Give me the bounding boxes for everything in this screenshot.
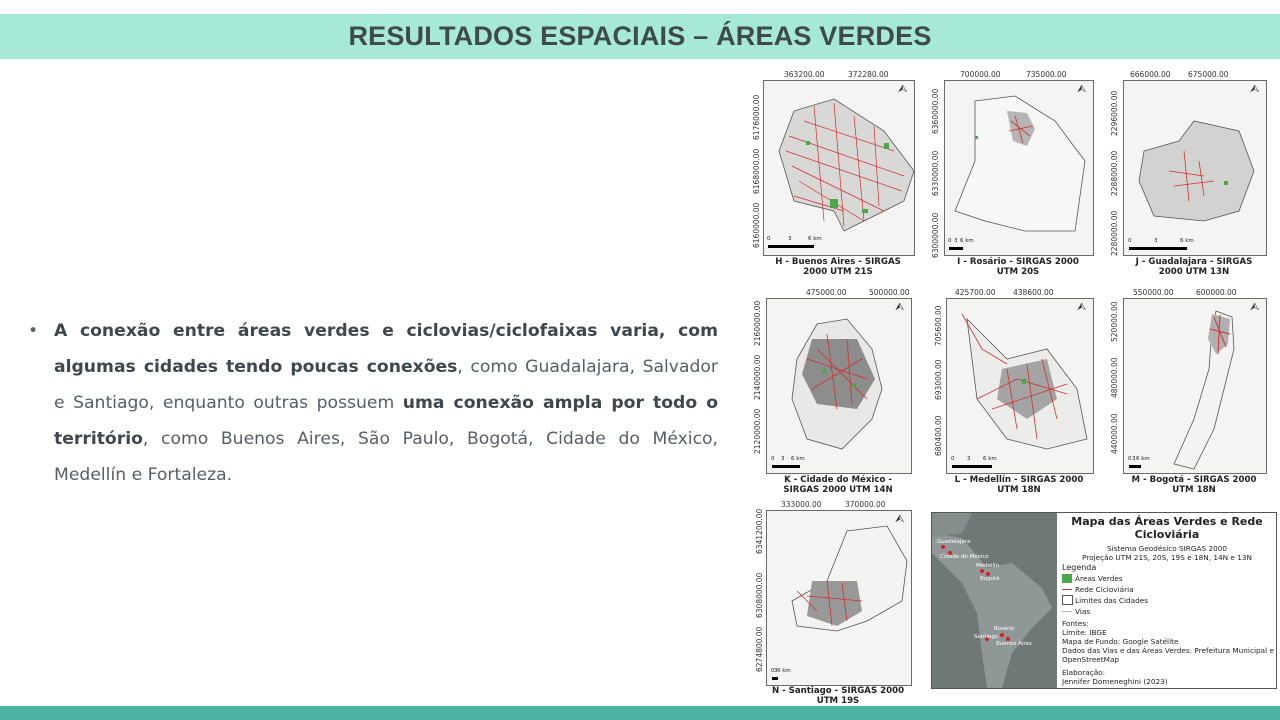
bogota-map bbox=[1124, 299, 1266, 473]
city-label: Guadalajara bbox=[937, 539, 971, 545]
caption-line: J - Guadalajara - SIRGAS bbox=[1135, 257, 1253, 267]
top-coord: 372280.00 bbox=[848, 70, 889, 79]
side-coord: 705600.00 bbox=[934, 305, 943, 346]
north-arrow-icon: ⮙ bbox=[898, 83, 908, 95]
city-label: Santiago bbox=[974, 634, 999, 640]
city-label: Buenos Aires bbox=[996, 641, 1032, 647]
caption-line: L - Medellín - SIRGAS 2000 bbox=[954, 475, 1084, 485]
legend-heading: Legenda bbox=[1062, 563, 1097, 572]
north-arrow-icon: ⮙ bbox=[895, 513, 905, 525]
side-coord: 6274800.00 bbox=[755, 626, 764, 672]
side-coord: 440000.00 bbox=[1110, 413, 1119, 454]
caption-line: N - Santiago - SIRGAS 2000 bbox=[771, 686, 905, 696]
scale-bar bbox=[952, 465, 992, 468]
scale-label: 0 bbox=[771, 668, 775, 674]
author-heading: Elaboração: bbox=[1062, 668, 1106, 677]
map-caption bbox=[763, 257, 913, 277]
bullet-bold-2: uma conexão ampla por todo o território bbox=[54, 393, 718, 449]
scale-label: 0 bbox=[771, 456, 775, 462]
scale-label: 3 bbox=[774, 668, 778, 674]
top-coord: 475000.00 bbox=[806, 288, 847, 297]
legend-item: Rede Cicloviária bbox=[1075, 585, 1134, 594]
scale-label: 0 bbox=[1128, 456, 1132, 462]
scale-bar bbox=[1129, 465, 1141, 468]
city-marker bbox=[1000, 633, 1004, 637]
bottom-bar bbox=[0, 706, 1280, 720]
medellin-map bbox=[947, 299, 1093, 473]
map-panel-guadalajara bbox=[1108, 68, 1268, 280]
map-frame bbox=[946, 298, 1094, 474]
side-coord: 6308000.00 bbox=[755, 572, 764, 618]
city-label: Bogotá bbox=[980, 576, 1000, 582]
legend-box bbox=[931, 512, 1277, 689]
caption-line: UTM 20S bbox=[996, 267, 1040, 277]
scale-label: 6 km bbox=[777, 668, 791, 674]
top-coord: 675000.00 bbox=[1188, 70, 1229, 79]
side-coord: 2288000.00 bbox=[1110, 150, 1119, 196]
source-line: Dados das Vias e das Áreas Verdes: Prefeitura Municipal e bbox=[1062, 646, 1274, 655]
city-marker bbox=[980, 569, 984, 573]
caption-line: 2000 UTM 21S bbox=[803, 267, 873, 277]
top-coord: 333000.00 bbox=[781, 500, 822, 509]
north-arrow-icon: ⮙ bbox=[1077, 301, 1087, 313]
legend-item: Áreas Verdes bbox=[1075, 574, 1123, 583]
side-coord: 2120000.00 bbox=[753, 408, 762, 454]
map-caption bbox=[946, 475, 1092, 495]
map-panel-rosario bbox=[930, 68, 1100, 280]
map-frame bbox=[763, 80, 915, 256]
map-caption bbox=[944, 257, 1092, 277]
bullet-text bbox=[54, 313, 718, 493]
bullet-normal-1: , como Guadalajara, Salvador e Santiago, enquanto outras possuem bbox=[54, 357, 718, 413]
bullet-dot: • bbox=[28, 321, 39, 341]
slide-title: RESULTADOS ESPACIAIS – ÁREAS VERDES bbox=[348, 21, 932, 51]
north-arrow-icon: ⮙ bbox=[1077, 83, 1087, 95]
scale-label: 6 km bbox=[1136, 456, 1150, 462]
map-frame bbox=[766, 510, 912, 686]
map-frame bbox=[766, 298, 912, 474]
scale-label: 3 bbox=[1132, 456, 1136, 462]
caption-line: SIRGAS 2000 UTM 14N bbox=[783, 485, 893, 495]
city-label: Rosário bbox=[994, 626, 1015, 632]
caption-line: 2000 UTM 13N bbox=[1158, 267, 1230, 277]
scale-label: 0 bbox=[951, 456, 955, 462]
cidade-do-mexico-map bbox=[767, 299, 911, 473]
map-caption bbox=[1123, 257, 1265, 277]
map-caption bbox=[766, 686, 910, 706]
scale-label: 3 bbox=[1154, 238, 1158, 244]
scale-label: 6 km bbox=[960, 238, 974, 244]
side-coord: 2296000.00 bbox=[1110, 90, 1119, 136]
south-america-overview-map bbox=[932, 513, 1057, 688]
caption-line: K - Cidade do México - bbox=[784, 475, 892, 485]
buenos-aires-map bbox=[764, 81, 914, 255]
santiago-map bbox=[767, 511, 911, 685]
caption-line: UTM 19S bbox=[816, 696, 860, 706]
legend-title-line: Mapa das Áreas Verdes e Rede bbox=[1071, 515, 1263, 528]
legend-title bbox=[1060, 515, 1274, 541]
legend-text-panel bbox=[1060, 513, 1274, 688]
top-coord: 500000.00 bbox=[869, 288, 910, 297]
author-name: Jennifer Domeneghini (2023) bbox=[1062, 677, 1168, 686]
city-label: Cidade do México bbox=[940, 554, 989, 560]
legend-item: Vias bbox=[1075, 607, 1091, 616]
title-bar bbox=[0, 14, 1280, 59]
north-arrow-icon: ⮙ bbox=[1250, 83, 1260, 95]
side-coord: 6176000.00 bbox=[752, 94, 761, 140]
bullet-normal-2: , como Buenos Aires, São Paulo, Bogotá, Cidade do México, Medellín e Fortaleza. bbox=[54, 429, 718, 485]
scale-label: 6 km bbox=[808, 236, 822, 242]
scale-label: 3 bbox=[954, 238, 958, 244]
side-coord: 480000.00 bbox=[1110, 357, 1119, 398]
side-coord: 6330000.00 bbox=[931, 150, 940, 196]
top-coord: 363200.00 bbox=[784, 70, 825, 79]
scale-label: 0 bbox=[948, 238, 952, 244]
top-coord: 438600.00 bbox=[1013, 288, 1054, 297]
city-boundary-swatch bbox=[1062, 595, 1073, 605]
side-coord: 680400.00 bbox=[934, 415, 943, 456]
side-coord: 693000.00 bbox=[934, 359, 943, 400]
side-coord: 6300000.00 bbox=[931, 212, 940, 258]
scale-bar bbox=[772, 465, 800, 468]
map-caption bbox=[1123, 475, 1265, 495]
caption-line: UTM 18N bbox=[997, 485, 1041, 495]
city-marker bbox=[941, 545, 945, 549]
scale-bar bbox=[768, 245, 814, 248]
legend-title-line: Cicloviária bbox=[1134, 528, 1200, 541]
rosario-map bbox=[945, 81, 1093, 255]
caption-line: M - Bogotá - SIRGAS 2000 bbox=[1131, 475, 1257, 485]
north-arrow-icon: ⮙ bbox=[895, 301, 905, 313]
caption-line: UTM 18N bbox=[1172, 485, 1216, 495]
roads-swatch bbox=[1062, 611, 1072, 612]
top-coord: 666000.00 bbox=[1130, 70, 1171, 79]
guadalajara-map bbox=[1124, 81, 1266, 255]
source-line: Limite: IBGE bbox=[1062, 628, 1107, 637]
scale-label: 3 bbox=[781, 456, 785, 462]
map-frame bbox=[944, 80, 1094, 256]
green-area-swatch bbox=[1062, 574, 1072, 583]
top-coord: 425700.00 bbox=[955, 288, 996, 297]
north-arrow-icon: ⮙ bbox=[1250, 301, 1260, 313]
map-panel-santiago bbox=[751, 500, 916, 706]
source-line: OpenStreetMap bbox=[1062, 655, 1120, 664]
source-line: Mapa de Fundo: Google Satélite bbox=[1062, 637, 1179, 646]
scale-label: 6 km bbox=[791, 456, 805, 462]
top-coord: 370000.00 bbox=[845, 500, 886, 509]
sources-heading: Fontes: bbox=[1062, 619, 1089, 628]
scale-bar bbox=[1129, 247, 1187, 250]
map-caption bbox=[766, 475, 910, 495]
scale-bar bbox=[772, 677, 778, 680]
scale-label: 6 km bbox=[983, 456, 997, 462]
scale-label: 6 km bbox=[1180, 238, 1194, 244]
side-coord: 520000.00 bbox=[1110, 301, 1119, 342]
map-frame bbox=[1123, 298, 1267, 474]
legend-item: Limites das Cidades bbox=[1075, 596, 1149, 605]
map-panel-medellin bbox=[930, 286, 1100, 498]
scale-label: 0 bbox=[767, 236, 771, 242]
bike-network-swatch bbox=[1062, 589, 1072, 590]
side-coord: 2280000.00 bbox=[1110, 210, 1119, 256]
scale-bar bbox=[949, 247, 963, 250]
top-coord: 735000.00 bbox=[1026, 70, 1067, 79]
top-coord: 550000.00 bbox=[1133, 288, 1174, 297]
caption-line: H - Buenos Aires - SIRGAS bbox=[775, 257, 901, 267]
side-coord: 6341200.00 bbox=[755, 508, 764, 554]
top-coord: 600000.00 bbox=[1196, 288, 1237, 297]
caption-line: I - Rosário - SIRGAS 2000 bbox=[957, 257, 1079, 267]
side-coord: 2160000.00 bbox=[753, 300, 762, 346]
map-panel-cidade-do-mexico bbox=[751, 286, 916, 498]
scale-label: 0 bbox=[1128, 238, 1132, 244]
side-coord: 2140000.00 bbox=[753, 354, 762, 400]
bullet-paragraph bbox=[28, 313, 718, 493]
map-panel-bogota bbox=[1108, 286, 1268, 498]
side-coord: 6360000.00 bbox=[931, 88, 940, 134]
legend-system: Sistema Geodésico SIRGAS 2000 bbox=[1106, 544, 1228, 553]
bullet-bold-1: A conexão entre áreas verdes e ciclovias/ciclofaixas varia, com algumas cidades tendo poucas conexões bbox=[54, 321, 718, 377]
top-coord: 700000.00 bbox=[960, 70, 1001, 79]
side-coord: 6168000.00 bbox=[752, 148, 761, 194]
scale-label: 3 bbox=[967, 456, 971, 462]
map-frame bbox=[1123, 80, 1267, 256]
map-panel-buenos-aires bbox=[751, 68, 916, 280]
city-label: Medellín bbox=[976, 563, 1000, 569]
scale-label: 3 bbox=[788, 236, 792, 242]
side-coord: 6160000.00 bbox=[752, 202, 761, 248]
legend-projection: Projeção UTM 21S, 20S, 19S e 18N, 14N e 13N bbox=[1082, 553, 1252, 562]
